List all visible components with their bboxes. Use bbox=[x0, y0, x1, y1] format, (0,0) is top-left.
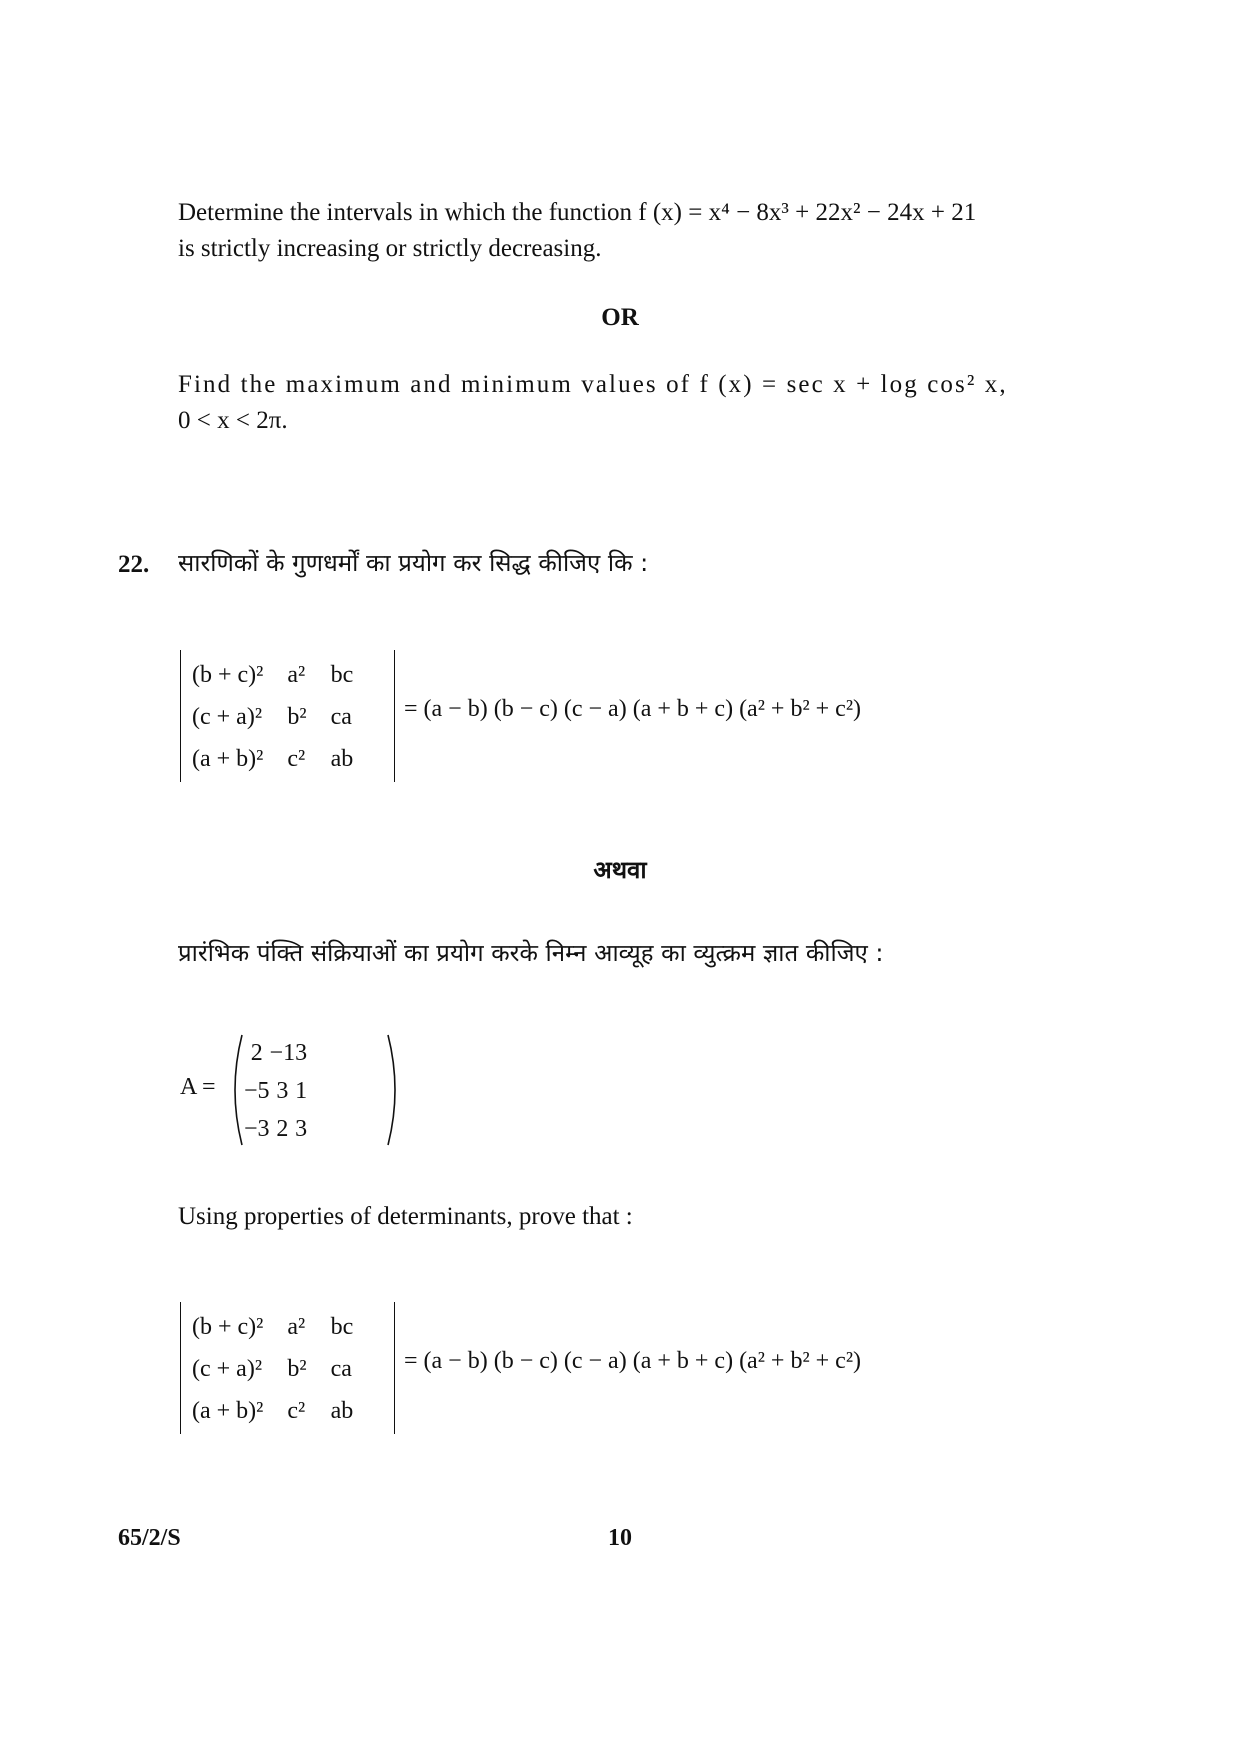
q21-function-expression: f (x) = x⁴ − 8x³ + 22x² − 24x + 21 bbox=[638, 199, 977, 226]
determinant-table bbox=[192, 1306, 365, 1432]
q21-line1-prefix: Determine the intervals in which the function bbox=[178, 199, 639, 226]
q22-hindi-alt-prompt: प्रारंभिक पंक्ति संक्रियाओं का प्रयोग करके निम्न आव्यूह का व्युत्क्रम ज्ञात कीजिए : bbox=[178, 939, 884, 967]
matrix-cell: −5 bbox=[244, 1077, 270, 1104]
determinant-left-bar bbox=[180, 1302, 181, 1434]
q21-alt-line2: 0 < x < 2π. bbox=[178, 407, 288, 434]
determinant-row bbox=[192, 654, 365, 696]
determinant-cell: b² bbox=[287, 703, 307, 730]
determinant-right-bar bbox=[394, 1302, 395, 1434]
matrix-cell: 1 bbox=[295, 1077, 308, 1104]
determinant-table bbox=[192, 654, 365, 780]
matrix-table bbox=[244, 1034, 307, 1148]
determinant-rhs: = (a − b) (b − c) (c − a) (a + b + c) (a² + b² + c²) bbox=[404, 1348, 862, 1374]
matrix-cell: 2 bbox=[276, 1115, 289, 1142]
q21-alt-line1: Find the maximum and minimum values of f (x) = sec x + log cos² x, bbox=[178, 371, 1008, 398]
determinant-row bbox=[192, 1348, 365, 1390]
matrix-cell: 3 bbox=[276, 1077, 289, 1104]
determinant-row bbox=[192, 696, 365, 738]
determinant-cell: (c + a)² bbox=[192, 703, 263, 730]
determinant-cell: a² bbox=[287, 661, 306, 688]
determinant-cell: (a + b)² bbox=[192, 1397, 264, 1424]
q21-line1 bbox=[178, 196, 976, 230]
matrix-cell: −3 bbox=[244, 1115, 270, 1142]
question-number-22: 22. bbox=[118, 551, 150, 578]
determinant-cell: (b + c)² bbox=[192, 661, 264, 688]
determinant-row bbox=[192, 738, 365, 780]
matrix-row bbox=[244, 1110, 307, 1148]
matrix-cell: 2 bbox=[250, 1039, 263, 1066]
determinant-cell: ab bbox=[330, 745, 354, 772]
determinant-cell: c² bbox=[287, 745, 306, 772]
q21-line2: is strictly increasing or strictly decreasing. bbox=[178, 235, 602, 262]
determinant-cell: c² bbox=[287, 1397, 306, 1424]
determinant-row bbox=[192, 1306, 365, 1348]
determinant-cell: ab bbox=[330, 1397, 354, 1424]
determinant-cell: bc bbox=[330, 1313, 354, 1340]
q22-english-prompt: Using properties of determinants, prove that : bbox=[178, 1203, 633, 1230]
paper-code: 65/2/S bbox=[118, 1525, 181, 1551]
matrix-row bbox=[244, 1072, 307, 1110]
matrix-row bbox=[244, 1034, 307, 1072]
determinant-row bbox=[192, 1390, 365, 1432]
determinant-cell: (b + c)² bbox=[192, 1313, 264, 1340]
determinant-cell: (c + a)² bbox=[192, 1355, 263, 1382]
determinant-cell: (a + b)² bbox=[192, 745, 264, 772]
determinant-rhs: = (a − b) (b − c) (c − a) (a + b + c) (a² + b² + c²) bbox=[404, 696, 862, 722]
determinant-right-bar bbox=[394, 650, 395, 782]
or-separator-english: OR bbox=[601, 304, 639, 331]
q22-hindi-prompt: सारणिकों के गुणधर्मों का प्रयोग कर सिद्ध कीजिए कि : bbox=[178, 549, 649, 577]
determinant-left-bar bbox=[180, 650, 181, 782]
matrix-label: A = bbox=[180, 1074, 216, 1100]
determinant-cell: ca bbox=[330, 1355, 352, 1382]
determinant-cell: bc bbox=[330, 661, 354, 688]
matrix-cell: 3 bbox=[295, 1039, 308, 1066]
determinant-cell: ca bbox=[330, 703, 352, 730]
or-separator-hindi: अथवा bbox=[593, 856, 647, 884]
matrix-right-paren bbox=[384, 1032, 404, 1148]
page-number: 10 bbox=[608, 1525, 632, 1551]
matrix-cell: −1 bbox=[269, 1039, 296, 1066]
determinant-cell: a² bbox=[287, 1313, 306, 1340]
determinant-cell: b² bbox=[287, 1355, 307, 1382]
matrix-left-paren bbox=[226, 1032, 246, 1148]
matrix-cell: 3 bbox=[295, 1115, 308, 1142]
